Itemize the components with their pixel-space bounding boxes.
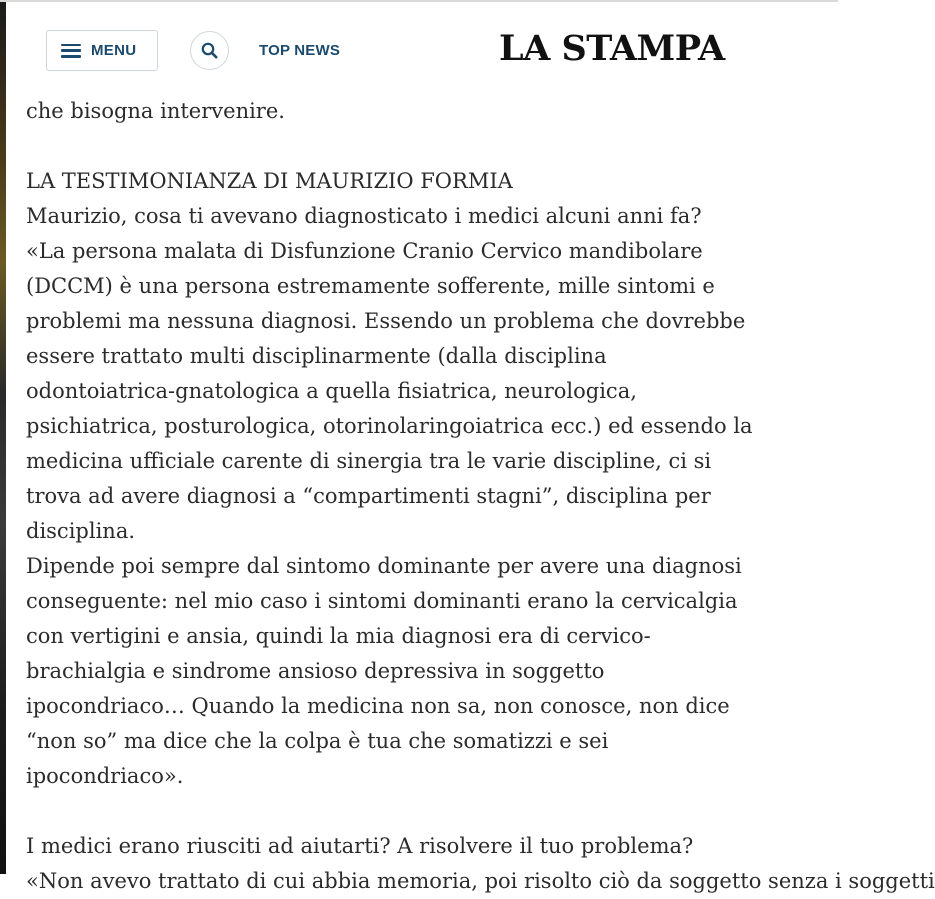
spacer	[26, 794, 816, 829]
menu-button[interactable]	[46, 30, 158, 71]
answer-line: odontoiatrica-gnatologica a quella fisiatrica, neurologica,	[26, 379, 637, 403]
answer-line: problemi ma nessuna diagnosi. Essendo un problema che dovrebbe	[26, 309, 746, 333]
paragraph-tail: che bisogna intervenire.	[26, 99, 285, 123]
interview-question: Maurizio, cosa ti avevano diagnosticato i medici alcuni anni fa?	[26, 204, 702, 228]
interview-question: I medici erano riusciti ad aiutarti? A risolvere il tuo problema?	[26, 834, 694, 858]
answer-line: psichiatrica, posturologica, otorinolaringoiatrica ecc.) ed essendo la	[26, 414, 753, 438]
top-news-link[interactable]: TOP NEWS	[259, 42, 341, 59]
site-header	[6, 2, 838, 94]
article-body	[26, 94, 935, 899]
answer-line: brachialgia e sindrome ansioso depressiva in soggetto	[26, 659, 605, 683]
answer-line-partial: «Non avevo trattato di cui abbia memoria, poi risolto ciò da soggetto senza i soggetti	[26, 869, 935, 893]
answer-line: Dipende poi sempre dal sintomo dominante per avere una diagnosi	[26, 554, 742, 578]
answer-line: trova ad avere diagnosi a “compartimenti stagni”, disciplina per	[26, 484, 711, 508]
answer-line: «La persona malata di Disfunzione Cranio Cervico mandibolare	[26, 239, 703, 263]
answer-line: con vertigini e ansia, quindi la mia diagnosi era di cervico-	[26, 624, 651, 648]
answer-line: disciplina.	[26, 519, 136, 543]
site-logo[interactable]: LA STAMPA	[499, 28, 725, 69]
background-edge	[0, 0, 6, 874]
answer-line: (DCCM) è una persona estremamente sofferente, mille sintomi e	[26, 274, 715, 298]
section-heading: LA TESTIMONIANZA DI MAURIZIO FORMIA	[26, 169, 513, 193]
menu-label: MENU	[91, 42, 137, 59]
answer-line: essere trattato multi disciplinarmente (dalla disciplina	[26, 344, 607, 368]
answer-line: ipocondriaco».	[26, 764, 184, 788]
answer-line: ipocondriaco… Quando la medicina non sa, non conosce, non dice	[26, 694, 730, 718]
answer-line: “non so” ma dice che la colpa è tua che somatizzi e sei	[26, 729, 609, 753]
answer-line: medicina ufficiale carente di sinergia tra le varie discipline, ci si	[26, 449, 712, 473]
hamburger-icon	[61, 44, 81, 58]
answer-line: conseguente: nel mio caso i sintomi dominanti erano la cervicalgia	[26, 589, 738, 613]
spacer	[26, 129, 816, 164]
search-button[interactable]	[190, 31, 229, 70]
search-icon	[201, 42, 218, 59]
